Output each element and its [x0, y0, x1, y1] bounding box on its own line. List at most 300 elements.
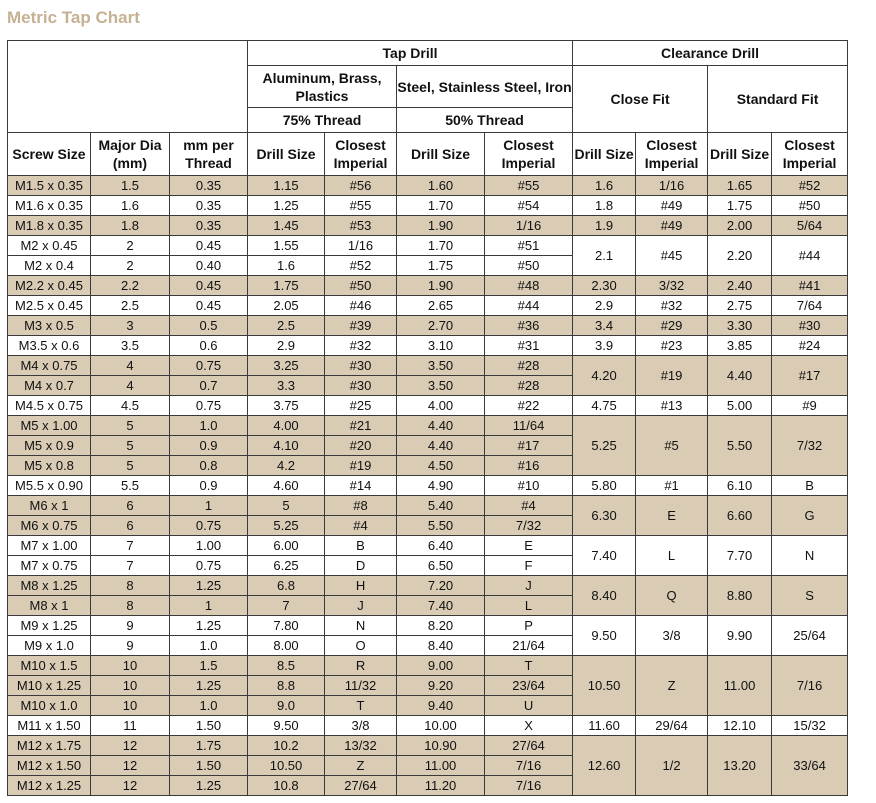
- standard-fit-drill-size-cell: 1.65: [708, 176, 772, 196]
- major-dia-cell: 12: [91, 736, 170, 756]
- tap50-closest-imperial-cell: #22: [485, 396, 573, 416]
- standard-fit-closest-imperial-cell: 25/64: [772, 616, 848, 656]
- tap50-drill-size-cell: 10.00: [397, 716, 485, 736]
- major-dia-cell: 5: [91, 416, 170, 436]
- screw-size-cell: M5 x 1.00: [8, 416, 91, 436]
- standard-fit-drill-size-cell: 8.80: [708, 576, 772, 616]
- standard-fit-closest-imperial-cell: 33/64: [772, 736, 848, 796]
- close-fit-drill-size-cell: 6.30: [573, 496, 636, 536]
- mm-per-thread-cell: 0.45: [170, 296, 248, 316]
- tap50-drill-size-cell: 11.20: [397, 776, 485, 796]
- tap50-drill-size-cell: 9.00: [397, 656, 485, 676]
- major-dia-cell: 12: [91, 776, 170, 796]
- tap50-drill-size-cell: 5.50: [397, 516, 485, 536]
- standard-fit-drill-size-cell: 9.90: [708, 616, 772, 656]
- tap75-closest-imperial-cell: H: [325, 576, 397, 596]
- standard-fit-closest-imperial-cell: #41: [772, 276, 848, 296]
- screw-size-cell: M1.6 x 0.35: [8, 196, 91, 216]
- major-dia-cell: 2.5: [91, 296, 170, 316]
- clearance-drill-header: Clearance Drill: [573, 41, 848, 66]
- tap50-drill-size-cell: 1.90: [397, 276, 485, 296]
- close-fit-closest-imperial-cell: #13: [636, 396, 708, 416]
- tap50-closest-imperial-cell: #4: [485, 496, 573, 516]
- standard-fit-closest-imperial-cell: #52: [772, 176, 848, 196]
- major-dia-cell: 2: [91, 236, 170, 256]
- tap75-drill-size-cell: 7.80: [248, 616, 325, 636]
- standard-fit-closest-imperial-cell: #50: [772, 196, 848, 216]
- tap75-closest-imperial-cell: #4: [325, 516, 397, 536]
- tap75-drill-size-cell: 1.15: [248, 176, 325, 196]
- tap75-closest-imperial-cell: R: [325, 656, 397, 676]
- tap50-drill-size-cell: 10.90: [397, 736, 485, 756]
- tap50-closest-imperial-cell: #48: [485, 276, 573, 296]
- tap50-closest-imperial-cell: #50: [485, 256, 573, 276]
- tap50-closest-imperial-cell: #28: [485, 376, 573, 396]
- close-fit-drill-size-cell: 5.80: [573, 476, 636, 496]
- standard-fit-drill-size-cell: 7.70: [708, 536, 772, 576]
- thread-50-header: 50% Thread: [397, 108, 573, 133]
- tap50-closest-imperial-cell: 27/64: [485, 736, 573, 756]
- col-standard-fit-closest-imperial: Closest Imperial: [772, 133, 848, 176]
- screw-size-cell: M9 x 1.25: [8, 616, 91, 636]
- table-row: [8, 276, 848, 296]
- table-row: [8, 336, 848, 356]
- standard-fit-closest-imperial-cell: G: [772, 496, 848, 536]
- mm-per-thread-cell: 1.50: [170, 716, 248, 736]
- major-dia-cell: 4.5: [91, 396, 170, 416]
- close-fit-closest-imperial-cell: #49: [636, 196, 708, 216]
- tap75-drill-size-cell: 10.2: [248, 736, 325, 756]
- tap50-drill-size-cell: 5.40: [397, 496, 485, 516]
- tap75-closest-imperial-cell: B: [325, 536, 397, 556]
- tap50-drill-size-cell: 4.00: [397, 396, 485, 416]
- tap50-drill-size-cell: 1.90: [397, 216, 485, 236]
- mm-per-thread-cell: 0.75: [170, 556, 248, 576]
- tap75-drill-size-cell: 1.6: [248, 256, 325, 276]
- close-fit-drill-size-cell: 2.9: [573, 296, 636, 316]
- mm-per-thread-cell: 0.35: [170, 216, 248, 236]
- standard-fit-closest-imperial-cell: 7/64: [772, 296, 848, 316]
- tap75-drill-size-cell: 4.00: [248, 416, 325, 436]
- tap50-closest-imperial-cell: U: [485, 696, 573, 716]
- tap75-drill-size-cell: 1.25: [248, 196, 325, 216]
- tap75-closest-imperial-cell: #30: [325, 356, 397, 376]
- close-fit-drill-size-cell: 9.50: [573, 616, 636, 656]
- standard-fit-closest-imperial-cell: S: [772, 576, 848, 616]
- mm-per-thread-cell: 1: [170, 596, 248, 616]
- close-fit-drill-size-cell: 4.20: [573, 356, 636, 396]
- tap50-closest-imperial-cell: 7/16: [485, 756, 573, 776]
- major-dia-cell: 12: [91, 756, 170, 776]
- major-dia-cell: 2: [91, 256, 170, 276]
- tap75-drill-size-cell: 3.3: [248, 376, 325, 396]
- mm-per-thread-cell: 1.25: [170, 776, 248, 796]
- standard-fit-closest-imperial-cell: #44: [772, 236, 848, 276]
- tap75-closest-imperial-cell: #14: [325, 476, 397, 496]
- close-fit-drill-size-cell: 1.6: [573, 176, 636, 196]
- standard-fit-drill-size-cell: 3.85: [708, 336, 772, 356]
- tap50-closest-imperial-cell: T: [485, 656, 573, 676]
- screw-size-cell: M3.5 x 0.6: [8, 336, 91, 356]
- screw-size-cell: M6 x 0.75: [8, 516, 91, 536]
- close-fit-closest-imperial-cell: #1: [636, 476, 708, 496]
- close-fit-drill-size-cell: 2.1: [573, 236, 636, 276]
- standard-fit-drill-size-cell: 12.10: [708, 716, 772, 736]
- tap75-drill-size-cell: 2.5: [248, 316, 325, 336]
- major-dia-cell: 6: [91, 496, 170, 516]
- major-dia-cell: 3: [91, 316, 170, 336]
- screw-size-cell: M2.5 x 0.45: [8, 296, 91, 316]
- standard-fit-closest-imperial-cell: B: [772, 476, 848, 496]
- close-fit-header: Close Fit: [573, 66, 708, 133]
- page-title: Metric Tap Chart: [7, 8, 140, 27]
- mm-per-thread-cell: 0.5: [170, 316, 248, 336]
- table-row: [8, 576, 848, 596]
- mm-per-thread-cell: 0.45: [170, 276, 248, 296]
- tap75-drill-size-cell: 10.8: [248, 776, 325, 796]
- standard-fit-drill-size-cell: 5.00: [708, 396, 772, 416]
- close-fit-closest-imperial-cell: #5: [636, 416, 708, 476]
- screw-size-cell: M5 x 0.8: [8, 456, 91, 476]
- screw-size-cell: M2 x 0.45: [8, 236, 91, 256]
- major-dia-cell: 10: [91, 676, 170, 696]
- screw-size-cell: M12 x 1.50: [8, 756, 91, 776]
- mm-per-thread-cell: 0.45: [170, 236, 248, 256]
- mm-per-thread-cell: 0.8: [170, 456, 248, 476]
- tap75-drill-size-cell: 6.25: [248, 556, 325, 576]
- tap50-closest-imperial-cell: 23/64: [485, 676, 573, 696]
- col-close-fit-drill-size: Drill Size: [573, 133, 636, 176]
- standard-fit-closest-imperial-cell: 15/32: [772, 716, 848, 736]
- tap50-closest-imperial-cell: E: [485, 536, 573, 556]
- table-row: [8, 496, 848, 516]
- major-dia-cell: 7: [91, 536, 170, 556]
- tap75-closest-imperial-cell: #39: [325, 316, 397, 336]
- table-row: [8, 356, 848, 376]
- major-dia-cell: 1.6: [91, 196, 170, 216]
- table-row: [8, 196, 848, 216]
- mm-per-thread-cell: 0.35: [170, 196, 248, 216]
- major-dia-cell: 4: [91, 376, 170, 396]
- mm-per-thread-cell: 1.0: [170, 416, 248, 436]
- tap50-closest-imperial-cell: #31: [485, 336, 573, 356]
- tap75-drill-size-cell: 7: [248, 596, 325, 616]
- col-major-dia: Major Dia (mm): [91, 133, 170, 176]
- metric-tap-table: [7, 40, 848, 796]
- close-fit-closest-imperial-cell: #23: [636, 336, 708, 356]
- screw-size-cell: M7 x 0.75: [8, 556, 91, 576]
- tap75-closest-imperial-cell: J: [325, 596, 397, 616]
- tap50-drill-size-cell: 7.20: [397, 576, 485, 596]
- close-fit-drill-size-cell: 7.40: [573, 536, 636, 576]
- tap75-closest-imperial-cell: 13/32: [325, 736, 397, 756]
- tap75-closest-imperial-cell: T: [325, 696, 397, 716]
- tap75-drill-size-cell: 4.10: [248, 436, 325, 456]
- standard-fit-header: Standard Fit: [708, 66, 848, 133]
- close-fit-closest-imperial-cell: #32: [636, 296, 708, 316]
- tap75-closest-imperial-cell: #21: [325, 416, 397, 436]
- mm-per-thread-cell: 1.75: [170, 736, 248, 756]
- mm-per-thread-cell: 0.40: [170, 256, 248, 276]
- tap75-closest-imperial-cell: #52: [325, 256, 397, 276]
- mm-per-thread-cell: 0.75: [170, 356, 248, 376]
- tap50-drill-size-cell: 11.00: [397, 756, 485, 776]
- tap50-closest-imperial-cell: #54: [485, 196, 573, 216]
- col-close-fit-closest-imperial: Closest Imperial: [636, 133, 708, 176]
- tap50-closest-imperial-cell: X: [485, 716, 573, 736]
- tap50-closest-imperial-cell: #10: [485, 476, 573, 496]
- tap50-drill-size-cell: 8.20: [397, 616, 485, 636]
- tap50-drill-size-cell: 1.60: [397, 176, 485, 196]
- tap75-closest-imperial-cell: O: [325, 636, 397, 656]
- close-fit-drill-size-cell: 10.50: [573, 656, 636, 716]
- standard-fit-drill-size-cell: 13.20: [708, 736, 772, 796]
- tap50-drill-size-cell: 2.65: [397, 296, 485, 316]
- close-fit-closest-imperial-cell: #29: [636, 316, 708, 336]
- standard-fit-closest-imperial-cell: #24: [772, 336, 848, 356]
- close-fit-drill-size-cell: 2.30: [573, 276, 636, 296]
- table-row: [8, 396, 848, 416]
- tap50-closest-imperial-cell: #44: [485, 296, 573, 316]
- tap75-drill-size-cell: 8.5: [248, 656, 325, 676]
- tap75-closest-imperial-cell: N: [325, 616, 397, 636]
- tap75-drill-size-cell: 1.75: [248, 276, 325, 296]
- close-fit-closest-imperial-cell: Q: [636, 576, 708, 616]
- tap75-drill-size-cell: 5.25: [248, 516, 325, 536]
- standard-fit-drill-size-cell: 2.00: [708, 216, 772, 236]
- steel-header: Steel, Stainless Steel, Iron: [397, 66, 573, 108]
- blank-header-cell: [8, 41, 248, 133]
- tap50-closest-imperial-cell: #51: [485, 236, 573, 256]
- tap75-closest-imperial-cell: #30: [325, 376, 397, 396]
- tap50-drill-size-cell: 7.40: [397, 596, 485, 616]
- tap75-closest-imperial-cell: #55: [325, 196, 397, 216]
- standard-fit-closest-imperial-cell: 7/32: [772, 416, 848, 476]
- tap50-drill-size-cell: 3.10: [397, 336, 485, 356]
- standard-fit-drill-size-cell: 2.75: [708, 296, 772, 316]
- table-row: [8, 616, 848, 636]
- major-dia-cell: 10: [91, 656, 170, 676]
- screw-size-cell: M10 x 1.0: [8, 696, 91, 716]
- screw-size-cell: M1.8 x 0.35: [8, 216, 91, 236]
- close-fit-closest-imperial-cell: Z: [636, 656, 708, 716]
- tap50-drill-size-cell: 3.50: [397, 376, 485, 396]
- major-dia-cell: 9: [91, 636, 170, 656]
- tap75-drill-size-cell: 4.2: [248, 456, 325, 476]
- standard-fit-closest-imperial-cell: N: [772, 536, 848, 576]
- tap75-drill-size-cell: 6.8: [248, 576, 325, 596]
- tap75-drill-size-cell: 8.00: [248, 636, 325, 656]
- screw-size-cell: M8 x 1.25: [8, 576, 91, 596]
- table-row: [8, 176, 848, 196]
- tap75-closest-imperial-cell: #46: [325, 296, 397, 316]
- mm-per-thread-cell: 1.25: [170, 676, 248, 696]
- table-row: [8, 476, 848, 496]
- screw-size-cell: M12 x 1.25: [8, 776, 91, 796]
- screw-size-cell: M1.5 x 0.35: [8, 176, 91, 196]
- major-dia-cell: 10: [91, 696, 170, 716]
- tap75-drill-size-cell: 10.50: [248, 756, 325, 776]
- tap50-closest-imperial-cell: 1/16: [485, 216, 573, 236]
- mm-per-thread-cell: 0.75: [170, 516, 248, 536]
- major-dia-cell: 1.8: [91, 216, 170, 236]
- major-dia-cell: 8: [91, 596, 170, 616]
- close-fit-closest-imperial-cell: #19: [636, 356, 708, 396]
- major-dia-cell: 6: [91, 516, 170, 536]
- standard-fit-closest-imperial-cell: #17: [772, 356, 848, 396]
- standard-fit-drill-size-cell: 2.20: [708, 236, 772, 276]
- tap75-drill-size-cell: 2.9: [248, 336, 325, 356]
- tap75-closest-imperial-cell: #8: [325, 496, 397, 516]
- screw-size-cell: M5.5 x 0.90: [8, 476, 91, 496]
- tap50-closest-imperial-cell: #17: [485, 436, 573, 456]
- standard-fit-drill-size-cell: 5.50: [708, 416, 772, 476]
- tap50-drill-size-cell: 4.40: [397, 416, 485, 436]
- col-mm-per-thread: mm per Thread: [170, 133, 248, 176]
- tap75-drill-size-cell: 6.00: [248, 536, 325, 556]
- close-fit-closest-imperial-cell: E: [636, 496, 708, 536]
- close-fit-drill-size-cell: 5.25: [573, 416, 636, 476]
- tap50-drill-size-cell: 1.70: [397, 236, 485, 256]
- major-dia-cell: 5.5: [91, 476, 170, 496]
- screw-size-cell: M8 x 1: [8, 596, 91, 616]
- screw-size-cell: M10 x 1.5: [8, 656, 91, 676]
- major-dia-cell: 1.5: [91, 176, 170, 196]
- tap50-drill-size-cell: 9.40: [397, 696, 485, 716]
- mm-per-thread-cell: 1.25: [170, 616, 248, 636]
- tap75-closest-imperial-cell: Z: [325, 756, 397, 776]
- mm-per-thread-cell: 1.0: [170, 636, 248, 656]
- tap75-drill-size-cell: 4.60: [248, 476, 325, 496]
- col-standard-fit-drill-size: Drill Size: [708, 133, 772, 176]
- close-fit-closest-imperial-cell: #45: [636, 236, 708, 276]
- standard-fit-drill-size-cell: 3.30: [708, 316, 772, 336]
- tap75-drill-size-cell: 9.0: [248, 696, 325, 716]
- close-fit-drill-size-cell: 12.60: [573, 736, 636, 796]
- screw-size-cell: M2.2 x 0.45: [8, 276, 91, 296]
- tap75-drill-size-cell: 1.45: [248, 216, 325, 236]
- table-row: [8, 296, 848, 316]
- close-fit-closest-imperial-cell: #49: [636, 216, 708, 236]
- screw-size-cell: M3 x 0.5: [8, 316, 91, 336]
- mm-per-thread-cell: 1.5: [170, 656, 248, 676]
- close-fit-drill-size-cell: 1.9: [573, 216, 636, 236]
- tap75-closest-imperial-cell: D: [325, 556, 397, 576]
- close-fit-drill-size-cell: 4.75: [573, 396, 636, 416]
- mm-per-thread-cell: 1.00: [170, 536, 248, 556]
- close-fit-closest-imperial-cell: L: [636, 536, 708, 576]
- tap75-closest-imperial-cell: 1/16: [325, 236, 397, 256]
- screw-size-cell: M11 x 1.50: [8, 716, 91, 736]
- mm-per-thread-cell: 1: [170, 496, 248, 516]
- tap75-drill-size-cell: 9.50: [248, 716, 325, 736]
- standard-fit-closest-imperial-cell: #9: [772, 396, 848, 416]
- screw-size-cell: M4 x 0.7: [8, 376, 91, 396]
- screw-size-cell: M2 x 0.4: [8, 256, 91, 276]
- standard-fit-drill-size-cell: 6.10: [708, 476, 772, 496]
- tap75-closest-imperial-cell: 11/32: [325, 676, 397, 696]
- tap50-drill-size-cell: 2.70: [397, 316, 485, 336]
- mm-per-thread-cell: 0.6: [170, 336, 248, 356]
- tap75-drill-size-cell: 5: [248, 496, 325, 516]
- table-row: [8, 716, 848, 736]
- mm-per-thread-cell: 0.75: [170, 396, 248, 416]
- col-tap75-closest-imperial: Closest Imperial: [325, 133, 397, 176]
- close-fit-closest-imperial-cell: 1/16: [636, 176, 708, 196]
- tap50-closest-imperial-cell: L: [485, 596, 573, 616]
- table-row: [8, 316, 848, 336]
- col-tap50-drill-size: Drill Size: [397, 133, 485, 176]
- major-dia-cell: 9: [91, 616, 170, 636]
- major-dia-cell: 7: [91, 556, 170, 576]
- major-dia-cell: 5: [91, 436, 170, 456]
- aluminum-header: Aluminum, Brass, Plastics: [248, 66, 397, 108]
- tap50-drill-size-cell: 4.50: [397, 456, 485, 476]
- tap75-closest-imperial-cell: #32: [325, 336, 397, 356]
- mm-per-thread-cell: 0.35: [170, 176, 248, 196]
- major-dia-cell: 2.2: [91, 276, 170, 296]
- table-row: [8, 216, 848, 236]
- standard-fit-drill-size-cell: 4.40: [708, 356, 772, 396]
- tap75-closest-imperial-cell: #53: [325, 216, 397, 236]
- table-row: [8, 736, 848, 756]
- tap75-closest-imperial-cell: #20: [325, 436, 397, 456]
- screw-size-cell: M12 x 1.75: [8, 736, 91, 756]
- col-screw-size: Screw Size: [8, 133, 91, 176]
- tap50-drill-size-cell: 9.20: [397, 676, 485, 696]
- close-fit-closest-imperial-cell: 1/2: [636, 736, 708, 796]
- screw-size-cell: M4.5 x 0.75: [8, 396, 91, 416]
- tap50-drill-size-cell: 6.40: [397, 536, 485, 556]
- close-fit-drill-size-cell: 1.8: [573, 196, 636, 216]
- tap50-closest-imperial-cell: 21/64: [485, 636, 573, 656]
- mm-per-thread-cell: 0.9: [170, 476, 248, 496]
- tap50-drill-size-cell: 4.90: [397, 476, 485, 496]
- tap75-drill-size-cell: 3.25: [248, 356, 325, 376]
- tap50-drill-size-cell: 1.70: [397, 196, 485, 216]
- tap75-closest-imperial-cell: 3/8: [325, 716, 397, 736]
- table-row: [8, 536, 848, 556]
- mm-per-thread-cell: 1.0: [170, 696, 248, 716]
- major-dia-cell: 3.5: [91, 336, 170, 356]
- screw-size-cell: M7 x 1.00: [8, 536, 91, 556]
- close-fit-drill-size-cell: 3.4: [573, 316, 636, 336]
- tap50-closest-imperial-cell: 7/32: [485, 516, 573, 536]
- standard-fit-drill-size-cell: 1.75: [708, 196, 772, 216]
- standard-fit-drill-size-cell: 11.00: [708, 656, 772, 716]
- table-row: [8, 656, 848, 676]
- screw-size-cell: M5 x 0.9: [8, 436, 91, 456]
- standard-fit-drill-size-cell: 2.40: [708, 276, 772, 296]
- tap50-closest-imperial-cell: #55: [485, 176, 573, 196]
- tap50-closest-imperial-cell: 7/16: [485, 776, 573, 796]
- col-tap75-drill-size: Drill Size: [248, 133, 325, 176]
- tap50-drill-size-cell: 3.50: [397, 356, 485, 376]
- tap75-closest-imperial-cell: #19: [325, 456, 397, 476]
- close-fit-drill-size-cell: 11.60: [573, 716, 636, 736]
- close-fit-closest-imperial-cell: 3/8: [636, 616, 708, 656]
- major-dia-cell: 8: [91, 576, 170, 596]
- tap50-drill-size-cell: 6.50: [397, 556, 485, 576]
- thread-75-header: 75% Thread: [248, 108, 397, 133]
- major-dia-cell: 11: [91, 716, 170, 736]
- mm-per-thread-cell: 1.25: [170, 576, 248, 596]
- tap75-drill-size-cell: 1.55: [248, 236, 325, 256]
- close-fit-closest-imperial-cell: 29/64: [636, 716, 708, 736]
- mm-per-thread-cell: 0.7: [170, 376, 248, 396]
- standard-fit-closest-imperial-cell: 7/16: [772, 656, 848, 716]
- tap50-closest-imperial-cell: 11/64: [485, 416, 573, 436]
